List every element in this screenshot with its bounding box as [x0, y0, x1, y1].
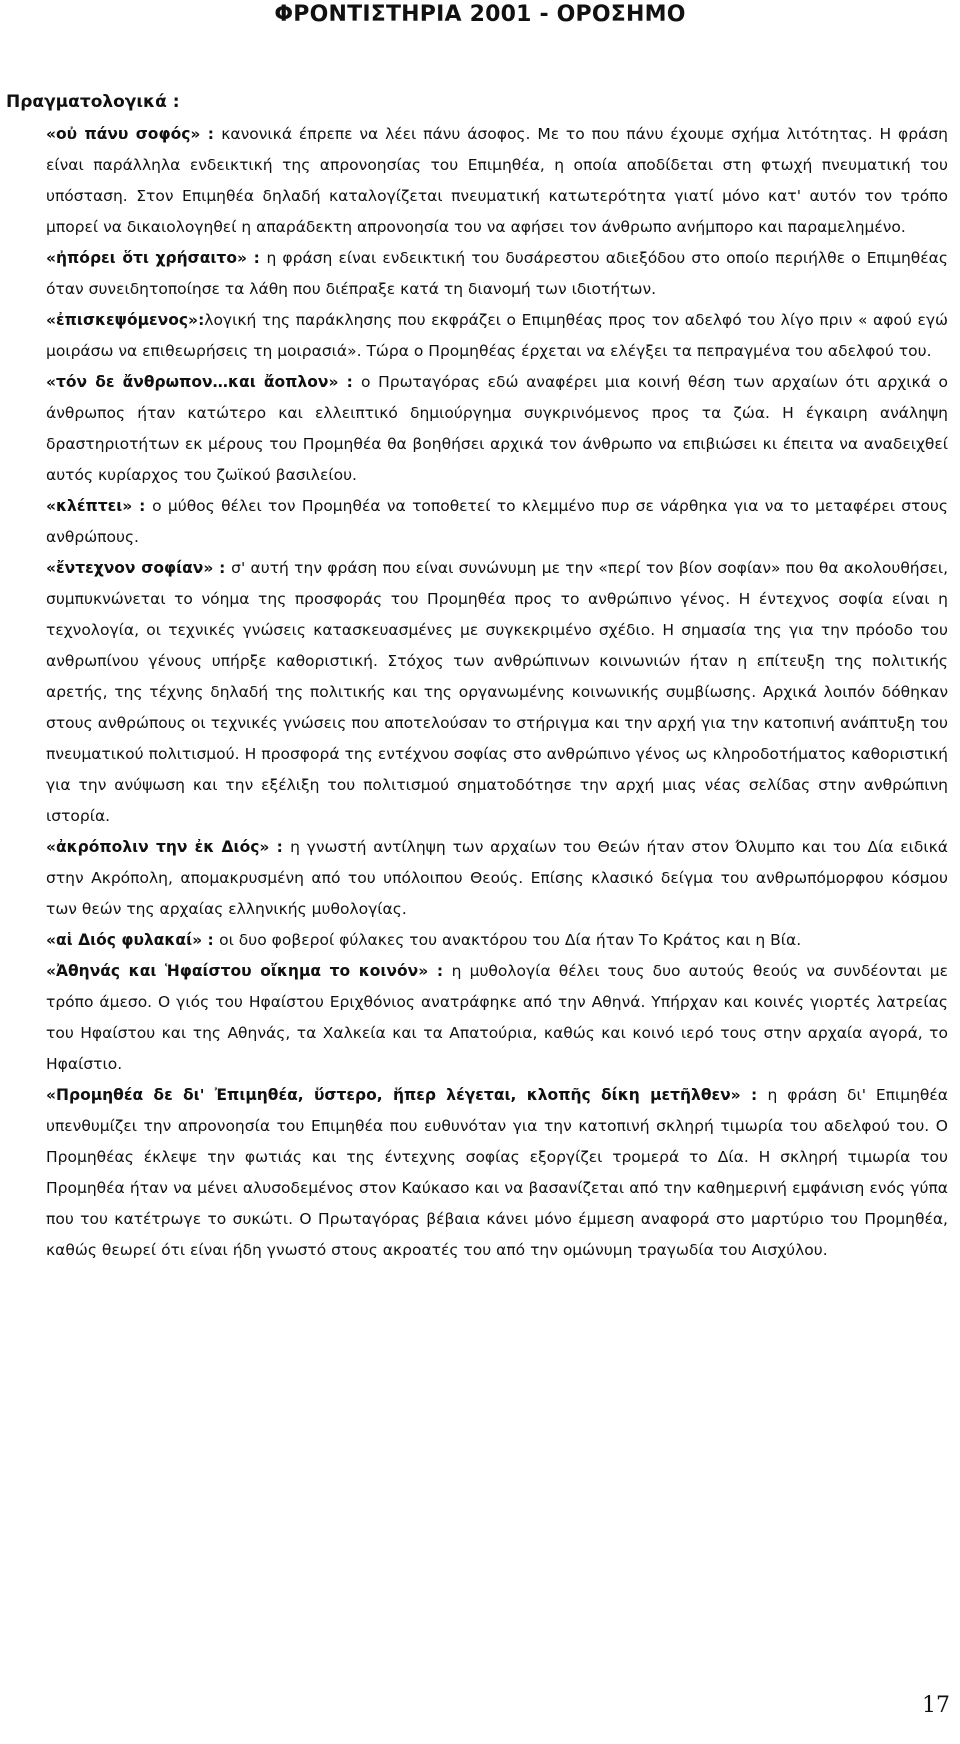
entry-text: η μυθολογία θέλει τους δυο αυτούς θεούς να συνδέονται με τρόπο άμεσο. Ο γιός του Ηφαίστου Εριχθόνιος ανατράφηκε από την Αθηνά. Υπήρχαν και κοινές γιορτές λατρείας του Ηφαίστου και της Αθηνάς, τα Χαλκεία και τα Απατούρια, καθώς και κοινό ιερό τους στην αρχαία αγορά, το Ηφαίστιο. [46, 962, 948, 1073]
entry-2 [6, 243, 948, 305]
entry-4 [6, 367, 948, 491]
entry-separator: : [269, 838, 291, 856]
entry-term: «Προμηθέα δε δι' Ἐπιμηθέα, ὕστερο, ἥπερ λέγεται, κλοπῆς δίκη μετῆλθεν» [46, 1086, 741, 1104]
entry-separator: : [213, 559, 232, 577]
entry-separator: : [740, 1086, 768, 1104]
entry-separator: : [198, 311, 205, 329]
entry-term: «κλέπτει» [46, 497, 133, 515]
entry-6 [6, 553, 948, 832]
section-title: Πραγματολογικά : [6, 92, 180, 112]
entry-term: «αἱ Διός φυλακαί» [46, 931, 203, 949]
page-number: 17 [922, 1693, 950, 1718]
entry-text: κανονικά έπρεπε να λέει πάνυ άσοφος. Με το που πάνυ έχουμε σχήμα λιτότητας. Η φράση είναι παράλληλα ενδεικτική της απρονοησίας του Επιμηθέα, η οποία αποδίδεται στη φτωχή πνευματική του υπόσταση. Στον Επιμηθέα δηλαδή καταλογίζεται πνευματική κατωτερότητα γιατί μόνο κατ' αυτόν τον τρόπο μπορεί να δικαιολογηθεί η απαράδεκτη απρονοησία του να αφήσει τον άνθρωπο ανήμπορο και παραμελημένο. [46, 125, 948, 236]
entry-5 [6, 491, 948, 553]
entry-term: «τόν δε ἄνθρωπον…και ἄοπλον» [46, 373, 339, 391]
page-header: ΦΡΟΝΤΙΣΤΗΡΙΑ 2001 - ΟΡΟΣΗΜΟ [274, 2, 686, 27]
entry-text: η φράση δι' Επιμηθέα υπενθυμίζει την απρονοησία του Επιμηθέα που ευθυνόταν για την κατοπινή σκληρή τιμωρία του αδελφού του. Ο Προμηθέας έκλεψε την φωτιάς και της έντεχνης σοφίας εξοργίζει τρομερά το Δία. Η σκληρή τιμωρία του Προμηθέα ήταν να μένει αλυσοδεμένος στον Καύκασο και να βασανίζεται από την καθημερινή εμφάνιση ενός γύπα που του κατέτρωγε το συκώτι. Ο Πρωταγόρας βέβαια κάνει μόνο έμμεση αναφορά στο μαρτύριο του Προμηθέα, καθώς θεωρεί ότι είναι ήδη γνωστό στους ακροατές του από την ομώνυμη τραγωδία του Αισχύλου. [46, 1086, 948, 1259]
entry-term: «ἐπισκεψόμενος» [46, 311, 199, 329]
entry-text: οι δυο φοβεροί φύλακες του ανακτόρου του Δία ήταν Το Κράτος και η Βία. [219, 931, 802, 949]
entry-8 [6, 925, 948, 956]
entry-term: «ἠπόρει ὅτι χρήσαιτο» [46, 249, 247, 267]
document-body [6, 119, 948, 1266]
entry-text: η φράση είναι ενδεικτική του δυσάρεστου αδιεξόδου στο οποίο περιήλθε ο Επιμηθέας όταν συνειδητοποίησε τα λάθη που διέπραξε κατά τη διανομή των ιδιοτήτων. [46, 249, 948, 298]
entry-text: λογική της παράκλησης που εκφράζει ο Επιμηθέας προς τον αδελφό του λίγο πριν « αφού εγώ μοιράσω να επιθεωρήσεις τη μοιρασιά». Τώρα ο Προμηθέας έρχεται να ελέγξει τα πεπραγμένα του αδελφού του. [46, 311, 948, 360]
entry-separator: : [338, 373, 361, 391]
entry-text: ο Πρωταγόρας εδώ αναφέρει μια κοινή θέση των αρχαίων ότι αρχικά ο άνθρωπος ήταν κατώτερο και ελλειπτικό δημιούργημα συγκρινόμενος προς τα ζώα. Η έγκαιρη ανάληψη δραστηριοτήτων εκ μέρους του Προμηθέα θα βοηθήσει αρχικά τον άνθρωπο να επιβιώσει κι έπειτα να αναδειχθεί αυτός κυρίαρχος του ζωϊκού βασιλείου. [46, 373, 948, 484]
entry-text: ο μύθος θέλει τον Προμηθέα να τοποθετεί το κλεμμένο πυρ σε νάρθηκα για να το μεταφέρει στους ανθρώπους. [46, 497, 948, 546]
entry-separator: : [247, 249, 267, 267]
entry-term: «ἀκρόπολιν την ἐκ Διός» [46, 838, 270, 856]
entry-term: «οὐ πάνυ σοφός» [46, 125, 201, 143]
entry-term: «Ἀθηνάς και Ἡφαίστου οἴκημα το κοινόν» [46, 962, 429, 980]
entry-7 [6, 832, 948, 925]
entry-term: «ἔντεχνον σοφίαν» [46, 559, 214, 577]
entry-1 [6, 119, 948, 243]
entry-10 [6, 1080, 948, 1266]
entry-separator: : [200, 125, 222, 143]
entry-text: η γνωστή αντίληψη των αρχαίων του Θεών ήταν στον Όλυμπο και του Δία ειδικά στην Ακρόπολη, απομακρυσμένη από του υπόλοιπου Θεούς. Επίσης κλασικό δείγμα του ανθρωπόμορφου κόσμου των θεών της αρχαίας ελληνικής μυθολογίας. [46, 838, 948, 918]
entry-separator: : [428, 962, 452, 980]
entry-separator: : [202, 931, 220, 949]
entry-3 [6, 305, 948, 367]
entry-separator: : [132, 497, 153, 515]
entry-9 [6, 956, 948, 1080]
entry-text: σ' αυτή την φράση που είναι συνώνυμη με την «περί τον βίον σοφίαν» που θα ακολουθήσει, συμπυκνώνεται το νόημα της προσφοράς του Προμηθέα προς το ανθρώπινο γένος. Η έντεχνος σοφία είναι η τεχνολογία, οι τεχνικές γνώσεις κατασκευασμένες με συγκεκριμένο σχέδιο. Η σημασία της για την πρόοδο του ανθρωπίνου γένους υπήρξε καθοριστική. Στόχος των ανθρώπινων κοινωνιών ήταν η επίτευξη της πολιτικής αρετής, της τέχνης δηλαδή της πολιτικής και της οργανωμένης κοινωνικής συμβίωσης. Αρχικά λοιπόν δόθηκαν στους ανθρώπους οι τεχνικές γνώσεις που αποτελούσαν το στήριγμα και την αρχή για την κατοπινή ανάπτυξη του πνευματικού πολιτισμού. Η προσφορά της εντέχνου σοφίας στο ανθρώπινο γένος ως κληροδοτήματος καθοριστική για την ανύψωση και την εξέλιξη του πολιτισμού σηματοδότησε την αρχή μιας νέας σελίδας στην ανθρώπινη ιστορία. [46, 559, 948, 825]
